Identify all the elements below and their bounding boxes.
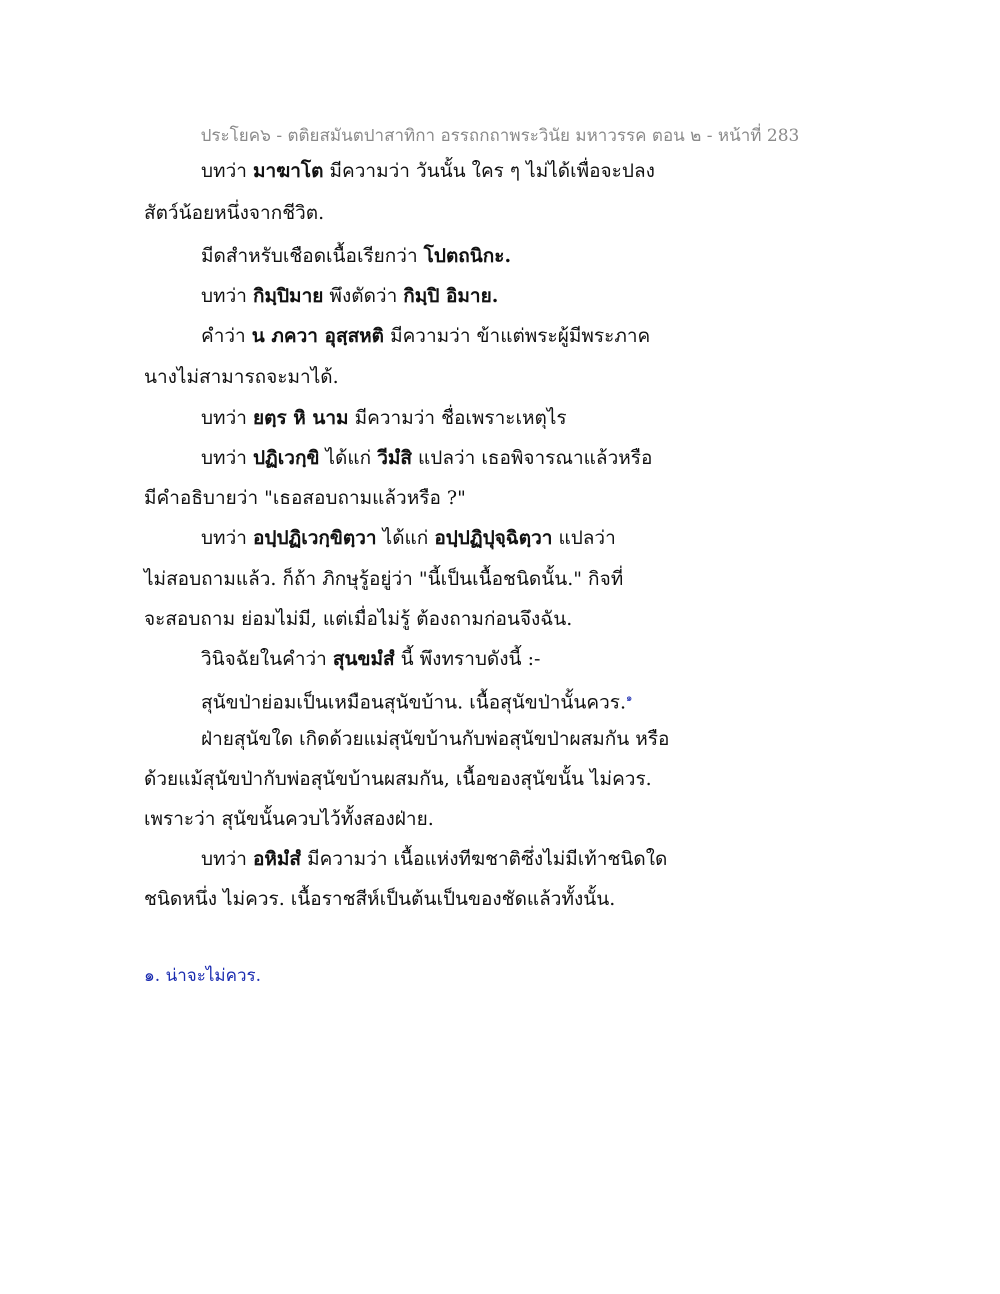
pali-term: อหิมํสํ [252, 848, 302, 870]
pali-term: ยตฺร หิ นาม [252, 407, 349, 429]
text-line: บทว่า อปฺปฏิเวกฺขิตฺวา ได้แก่ อปฺปฏิปุจฺฉิตฺวา แปลว่า [201, 527, 616, 549]
pali-term: วีมํสิ [377, 447, 412, 469]
text-line: เพราะว่า สุนัขนั้นควบไว้ทั้งสองฝ่าย. [144, 808, 434, 830]
pali-term: ปฏิเวกฺขิ [252, 447, 320, 469]
text-line: ด้วยแม้สุนัขป่ากับพ่อสุนัขบ้านผสมกัน, เนื้อของสุนัขนั้น ไม่ควร. [144, 768, 652, 790]
text-line: มีคำอธิบายว่า "เธอสอบถามแล้วหรือ ?" [144, 487, 466, 509]
text-line: ไม่สอบถามแล้ว. ก็ถ้า ภิกษุรู้อยู่ว่า "นี้เป็นเนื้อชนิดนั้น." กิจที่ [144, 568, 624, 590]
text-line: บทว่า ยตฺร หิ นาม มีความว่า ชื่อเพราะเหตุไร [201, 407, 567, 429]
pali-term: อปฺปฏิปุจฺฉิตฺวา [434, 527, 553, 549]
text-line: บทว่า อหิมํสํ มีความว่า เนื้อแห่งทีฆชาติซึ่งไม่มีเท้าชนิดใด [201, 848, 668, 870]
footnote-marker[interactable]: ๑ [626, 693, 633, 704]
pali-term: กิมฺปิ อิมาย. [403, 285, 499, 307]
text-line: ชนิดหนึ่ง ไม่ควร. เนื้อราชสีห์เป็นต้นเป็นของชัดแล้วทั้งนั้น. [144, 888, 616, 910]
text-line: นางไม่สามารถจะมาได้. [144, 366, 339, 388]
text-line: สัตว์น้อยหนึ่งจากชีวิต. [144, 202, 325, 224]
text-line: ฝ่ายสุนัขใด เกิดด้วยแม่สุนัขบ้านกับพ่อสุนัขป่าผสมกัน หรือ [201, 728, 670, 750]
text-line: บทว่า กิมฺปิมาย พึงตัดว่า กิมฺปิ อิมาย. [201, 285, 499, 307]
text-line: มีดสำหรับเชือดเนื้อเรียกว่า โปตถนิกะ. [201, 245, 512, 267]
pali-term: สุนขมํสํ [332, 648, 395, 670]
pali-term: โปตถนิกะ. [423, 245, 512, 267]
text-line: คำว่า น ภควา อุสฺสหติ มีความว่า ข้าแต่พระผู้มีพระภาค [201, 325, 651, 347]
pali-term: กิมฺปิมาย [252, 285, 324, 307]
page-header: ประโยค๖ - ตติยสมันตปาสาทิกา อรรถกถาพระวินัย มหาวรรค ตอน ๒ - หน้าที่ 283 [200, 126, 800, 146]
text-line: วินิจฉัยในคำว่า สุนขมํสํ นี้ พึงทราบดังนี้ :- [201, 648, 541, 670]
pali-term: มาฆาโต [252, 160, 324, 182]
text-line: สุนัขป่าย่อมเป็นเหมือนสุนัขบ้าน. เนื้อสุนัขป่านั้นควร.$^๑$ [201, 691, 633, 714]
text-line: บทว่า ปฏิเวกฺขิ ได้แก่ วีมํสิ แปลว่า เธอพิจารณาแล้วหรือ [201, 447, 653, 469]
footnote: ๑. น่าจะไม่ควร. [144, 966, 262, 986]
text-line: จะสอบถาม ย่อมไม่มี, แต่เมื่อไม่รู้ ต้องถามก่อนจึงฉัน. [144, 608, 573, 630]
pali-term: อปฺปฏิเวกฺขิตฺวา [252, 527, 377, 549]
pali-term: น ภควา อุสฺสหติ [251, 325, 385, 347]
text-line: บทว่า มาฆาโต มีความว่า วันนั้น ใคร ๆ ไม่ได้เพื่อจะปลง [201, 160, 655, 182]
